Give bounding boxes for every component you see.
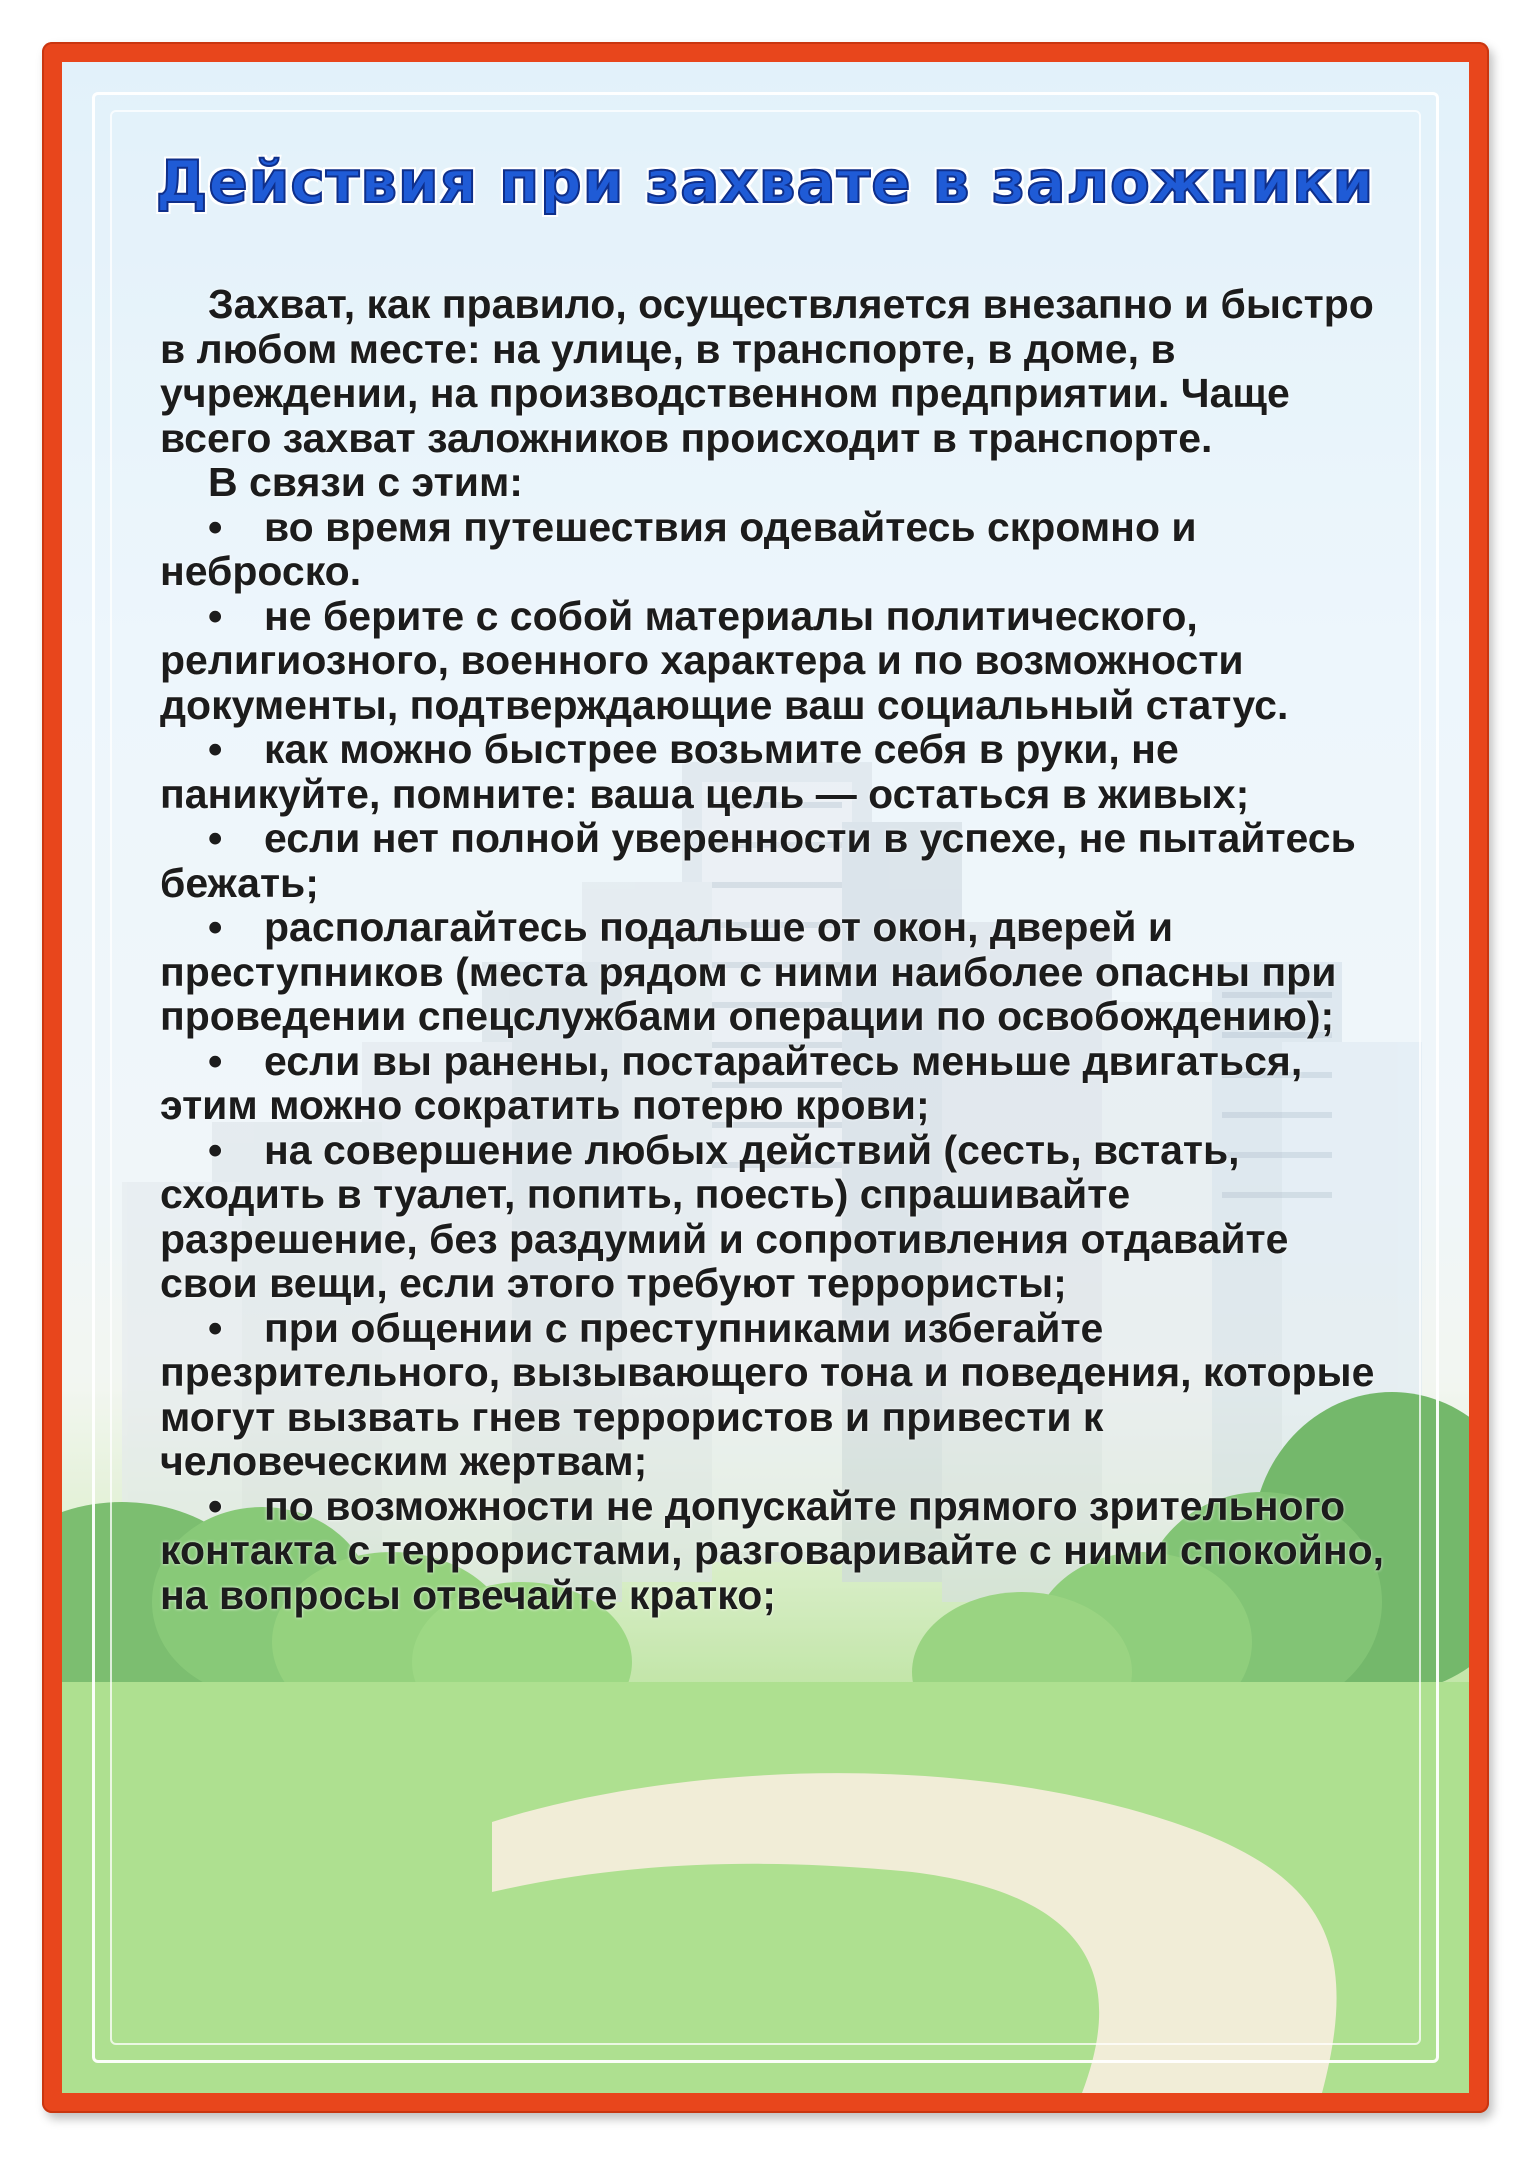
list-item-text: по возможности не допускайте прямого зрительного контакта с террористами, разговаривайте с ними спокойно, на вопросы отвечайте кратко;: [160, 1482, 1385, 1618]
lead-paragraph: В связи с этим:: [208, 459, 523, 505]
list-item-text: если нет полной уверенности в успехе, не пытайтесь бежать;: [160, 815, 1356, 906]
bullet-icon: •: [208, 592, 223, 639]
list-item-text: располагайтесь подальше от окон, дверей и преступников (места рядом с ними наиболее опасны при проведении спецслужбами операции по освобождению);: [160, 904, 1337, 1039]
list-item: [160, 905, 1390, 1039]
bullet-icon: •: [208, 1126, 223, 1173]
list-item: [160, 1484, 1390, 1618]
bullet-icon: •: [208, 503, 223, 550]
list-item: [160, 1039, 1390, 1128]
list-item: [160, 594, 1390, 728]
bullet-icon: •: [208, 904, 223, 950]
intro-paragraph: Захват, как правило, осуществляется внезапно и быстро в любом месте: на улице, в транспорте, в доме, в учреждении, на производственном предприятии. Чаще всего захват заложников происходит в транспорте.: [160, 281, 1374, 461]
list-item: [160, 816, 1390, 905]
bullet-icon: •: [208, 815, 223, 861]
list-item: [160, 505, 1390, 594]
list-item-text: если вы ранены, постарайтесь меньше двигаться, этим можно сократить потерю крови;: [160, 1037, 1303, 1128]
bullet-icon: •: [208, 1304, 223, 1351]
poster-title: Действия при захвате в заложники: [155, 148, 1375, 216]
poster-body: [160, 282, 1390, 1617]
list-item-text: не берите с собой материалы политического, религиозного, военного характера и по возможности документы, подтверждающие ваш социальный статус.: [160, 592, 1289, 728]
list-item-text: на совершение любых действий (сесть, встать, сходить в туалет, попить, поесть) спрашивайте разрешение, без раздумий и сопротивления отдавайте свои вещи, если этого требуют террористы;: [160, 1126, 1289, 1306]
list-item: [160, 1128, 1390, 1306]
bullet-icon: •: [208, 1037, 223, 1084]
list-item-text: во время путешествия одевайтесь скромно и неброско.: [160, 503, 1197, 594]
list-item-text: при общении с преступниками избегайте презрительного, вызывающего тона и поведения, которые могут вызвать гнев террористов и привести к человеческим жертвам;: [160, 1304, 1375, 1484]
bullet-icon: •: [208, 726, 223, 772]
list-item-text: как можно быстрее возьмите себя в руки, не паникуйте, помните: ваша цель — остаться в живых;: [160, 726, 1250, 817]
list-item: [160, 1306, 1390, 1484]
list-item: [160, 727, 1390, 816]
bullet-icon: •: [208, 1482, 223, 1529]
